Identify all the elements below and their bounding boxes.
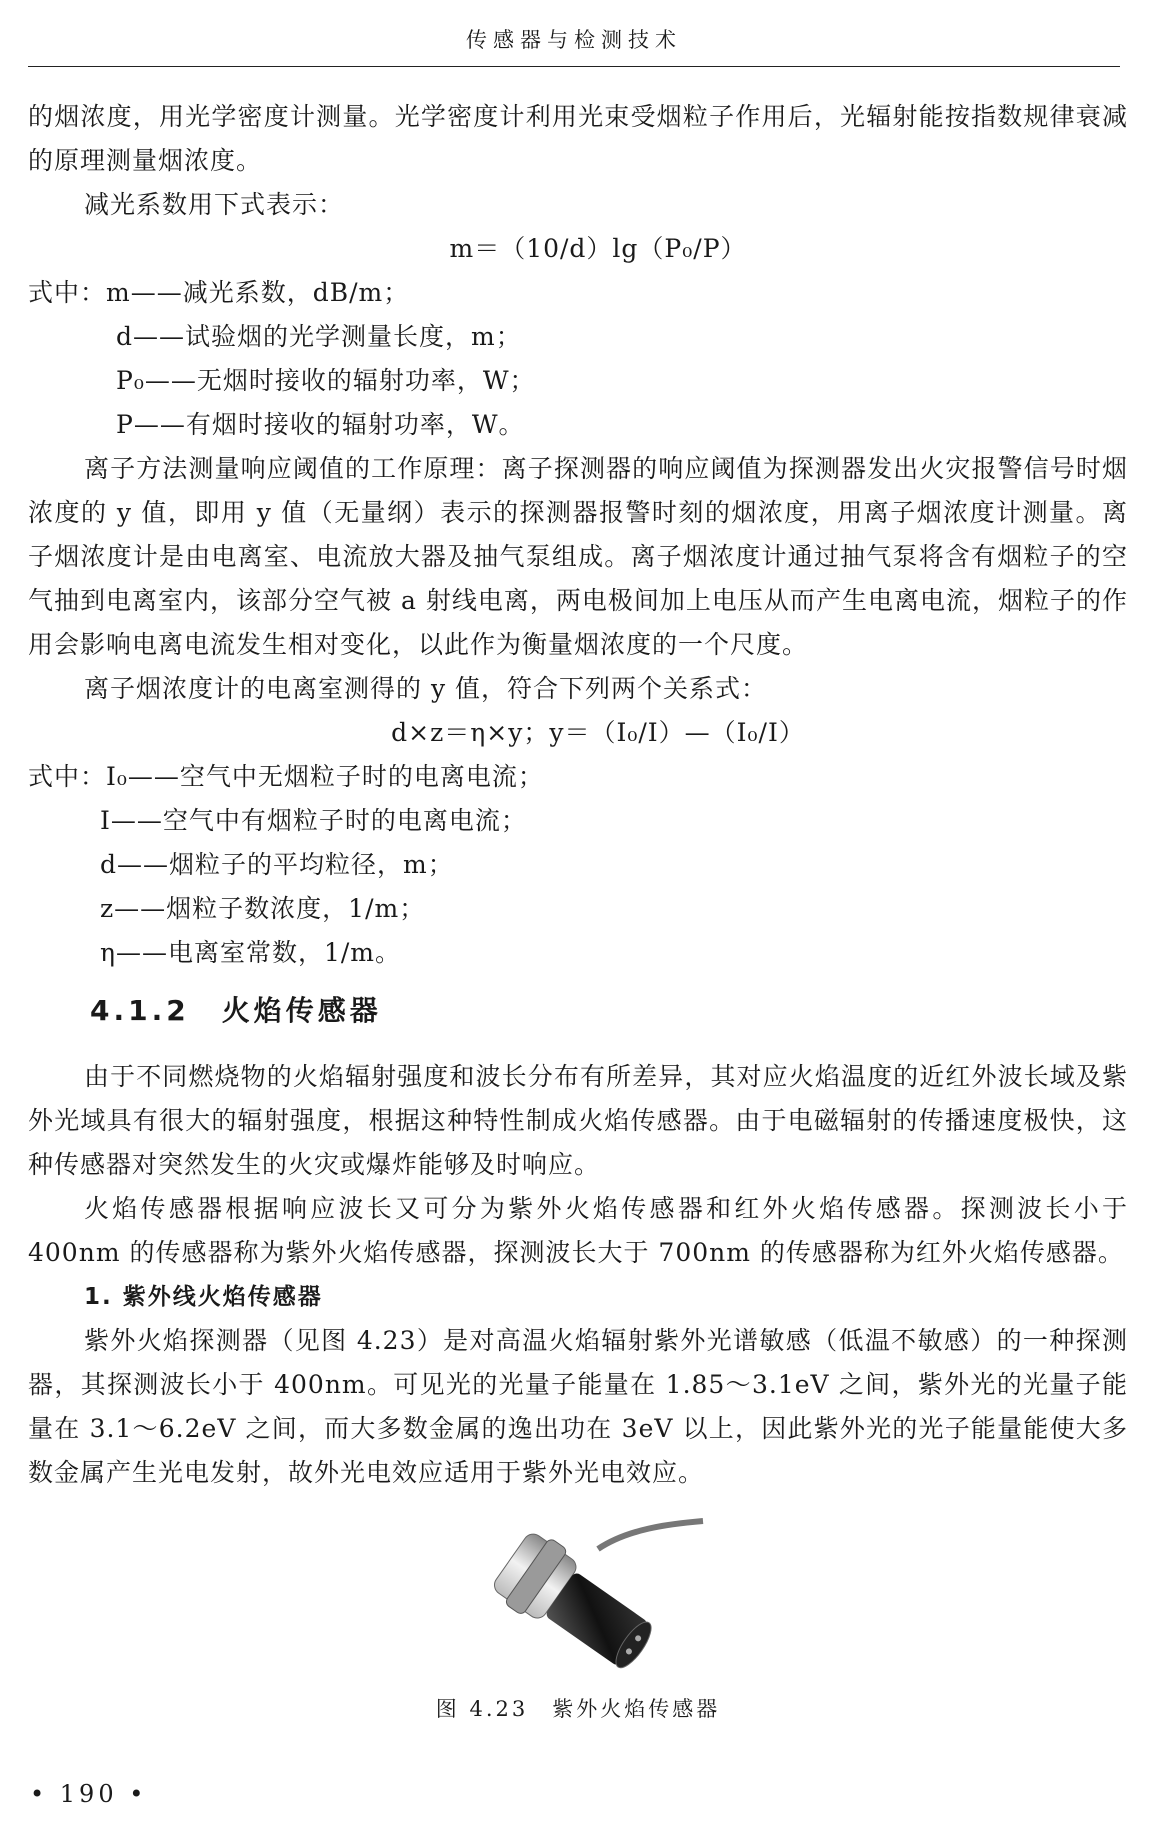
- paragraph-6: 火焰传感器根据响应波长又可分为紫外火焰传感器和红外火焰传感器。探测波长小于 400nm 的传感器称为紫外火焰传感器，探测波长大于 700nm 的传感器称为红外火焰传感器。: [28, 1194, 1128, 1267]
- paragraph-1: 的烟浓度，用光学密度计测量。光学密度计利用光束受烟粒子作用后，光辐射能按指数规律衰减的原理测量烟浓度。: [28, 102, 1128, 175]
- header-divider: [28, 66, 1120, 67]
- definition-item: P——有烟时接收的辐射功率，W。: [116, 410, 525, 439]
- figure-caption: 图 4.23 紫外火焰传感器: [435, 1697, 721, 1721]
- paragraph-5: 由于不同燃烧物的火焰辐射强度和波长分布有所差异，其对应火焰温度的近红外波长域及紫外光域具有很大的辐射强度，根据这种特性制成火焰传感器。由于电磁辐射的传播速度极快，这种传感器对突然发生的火灾或爆炸能够及时响应。: [28, 1062, 1128, 1179]
- definitions-2: [28, 755, 1128, 975]
- paragraph-7: 紫外火焰探测器（见图 4.23）是对高温火焰辐射紫外光谱敏感（低温不敏感）的一种探测器，其探测波长小于 400nm。可见光的光量子能量在 1.85～3.1eV 之间，紫外光的光量子能量在 3.1～6.2eV 之间，而大多数金属的逸出功在 3eV 以上，因此紫外光的光子能量能使大多数金属产生光电发射，故外光电效应适用于紫外光电效应。: [28, 1326, 1128, 1487]
- subsection-heading: 1. 紫外线火焰传感器: [84, 1284, 323, 1310]
- definition-item: d——烟粒子的平均粒径，m；: [100, 850, 454, 879]
- uv-flame-sensor-image: [448, 1509, 708, 1679]
- definition-item: 式中：I₀——空气中无烟粒子时的电离电流；: [28, 762, 544, 791]
- formula-extinction: m＝（10/d）lg（P₀/P）: [449, 234, 747, 263]
- definition-item: d——试验烟的光学测量长度，m；: [116, 322, 522, 351]
- paragraph-4: 离子烟浓度计的电离室测得的 y 值，符合下列两个关系式：: [84, 674, 768, 703]
- definition-item: η——电离室常数，1/m。: [100, 938, 402, 967]
- paragraph-3: 离子方法测量响应阈值的工作原理：离子探测器的响应阈值为探测器发出火灾报警信号时烟浓度的 y 值，即用 y 值（无量纲）表示的探测器报警时刻的烟浓度，用离子烟浓度计测量。离子烟浓度计是由电离室、电流放大器及抽气泵组成。离子烟浓度计通过抽气泵将含有烟粒子的空气抽到电离室内，该部分空气被 a 射线电离，两电极间加上电压从而产生电离电流，烟粒子的作用会影响电离电流发生相对变化，以此作为衡量烟浓度的一个尺度。: [28, 454, 1128, 659]
- definition-item: P₀——无烟时接收的辐射功率，W；: [116, 366, 536, 395]
- definitions-1: [28, 271, 1128, 447]
- page-number: • 190 •: [30, 1780, 148, 1808]
- definition-item: I——空气中有烟粒子时的电离电流；: [100, 806, 527, 835]
- page-body: [28, 95, 1128, 1729]
- running-header: 传感器与检测技术: [466, 28, 682, 52]
- section-heading: 4.1.2 火焰传感器: [90, 994, 382, 1027]
- definition-item: 式中：m——减光系数，dB/m；: [28, 278, 410, 307]
- paragraph-2: 减光系数用下式表示：: [84, 190, 345, 219]
- definition-item: z——烟粒子数浓度，1/m；: [100, 894, 426, 923]
- figure-uv-sensor: [28, 1509, 1128, 1729]
- formula-ionization: d×z＝η×y；y＝（I₀/I）—（I₀/I）: [391, 718, 805, 747]
